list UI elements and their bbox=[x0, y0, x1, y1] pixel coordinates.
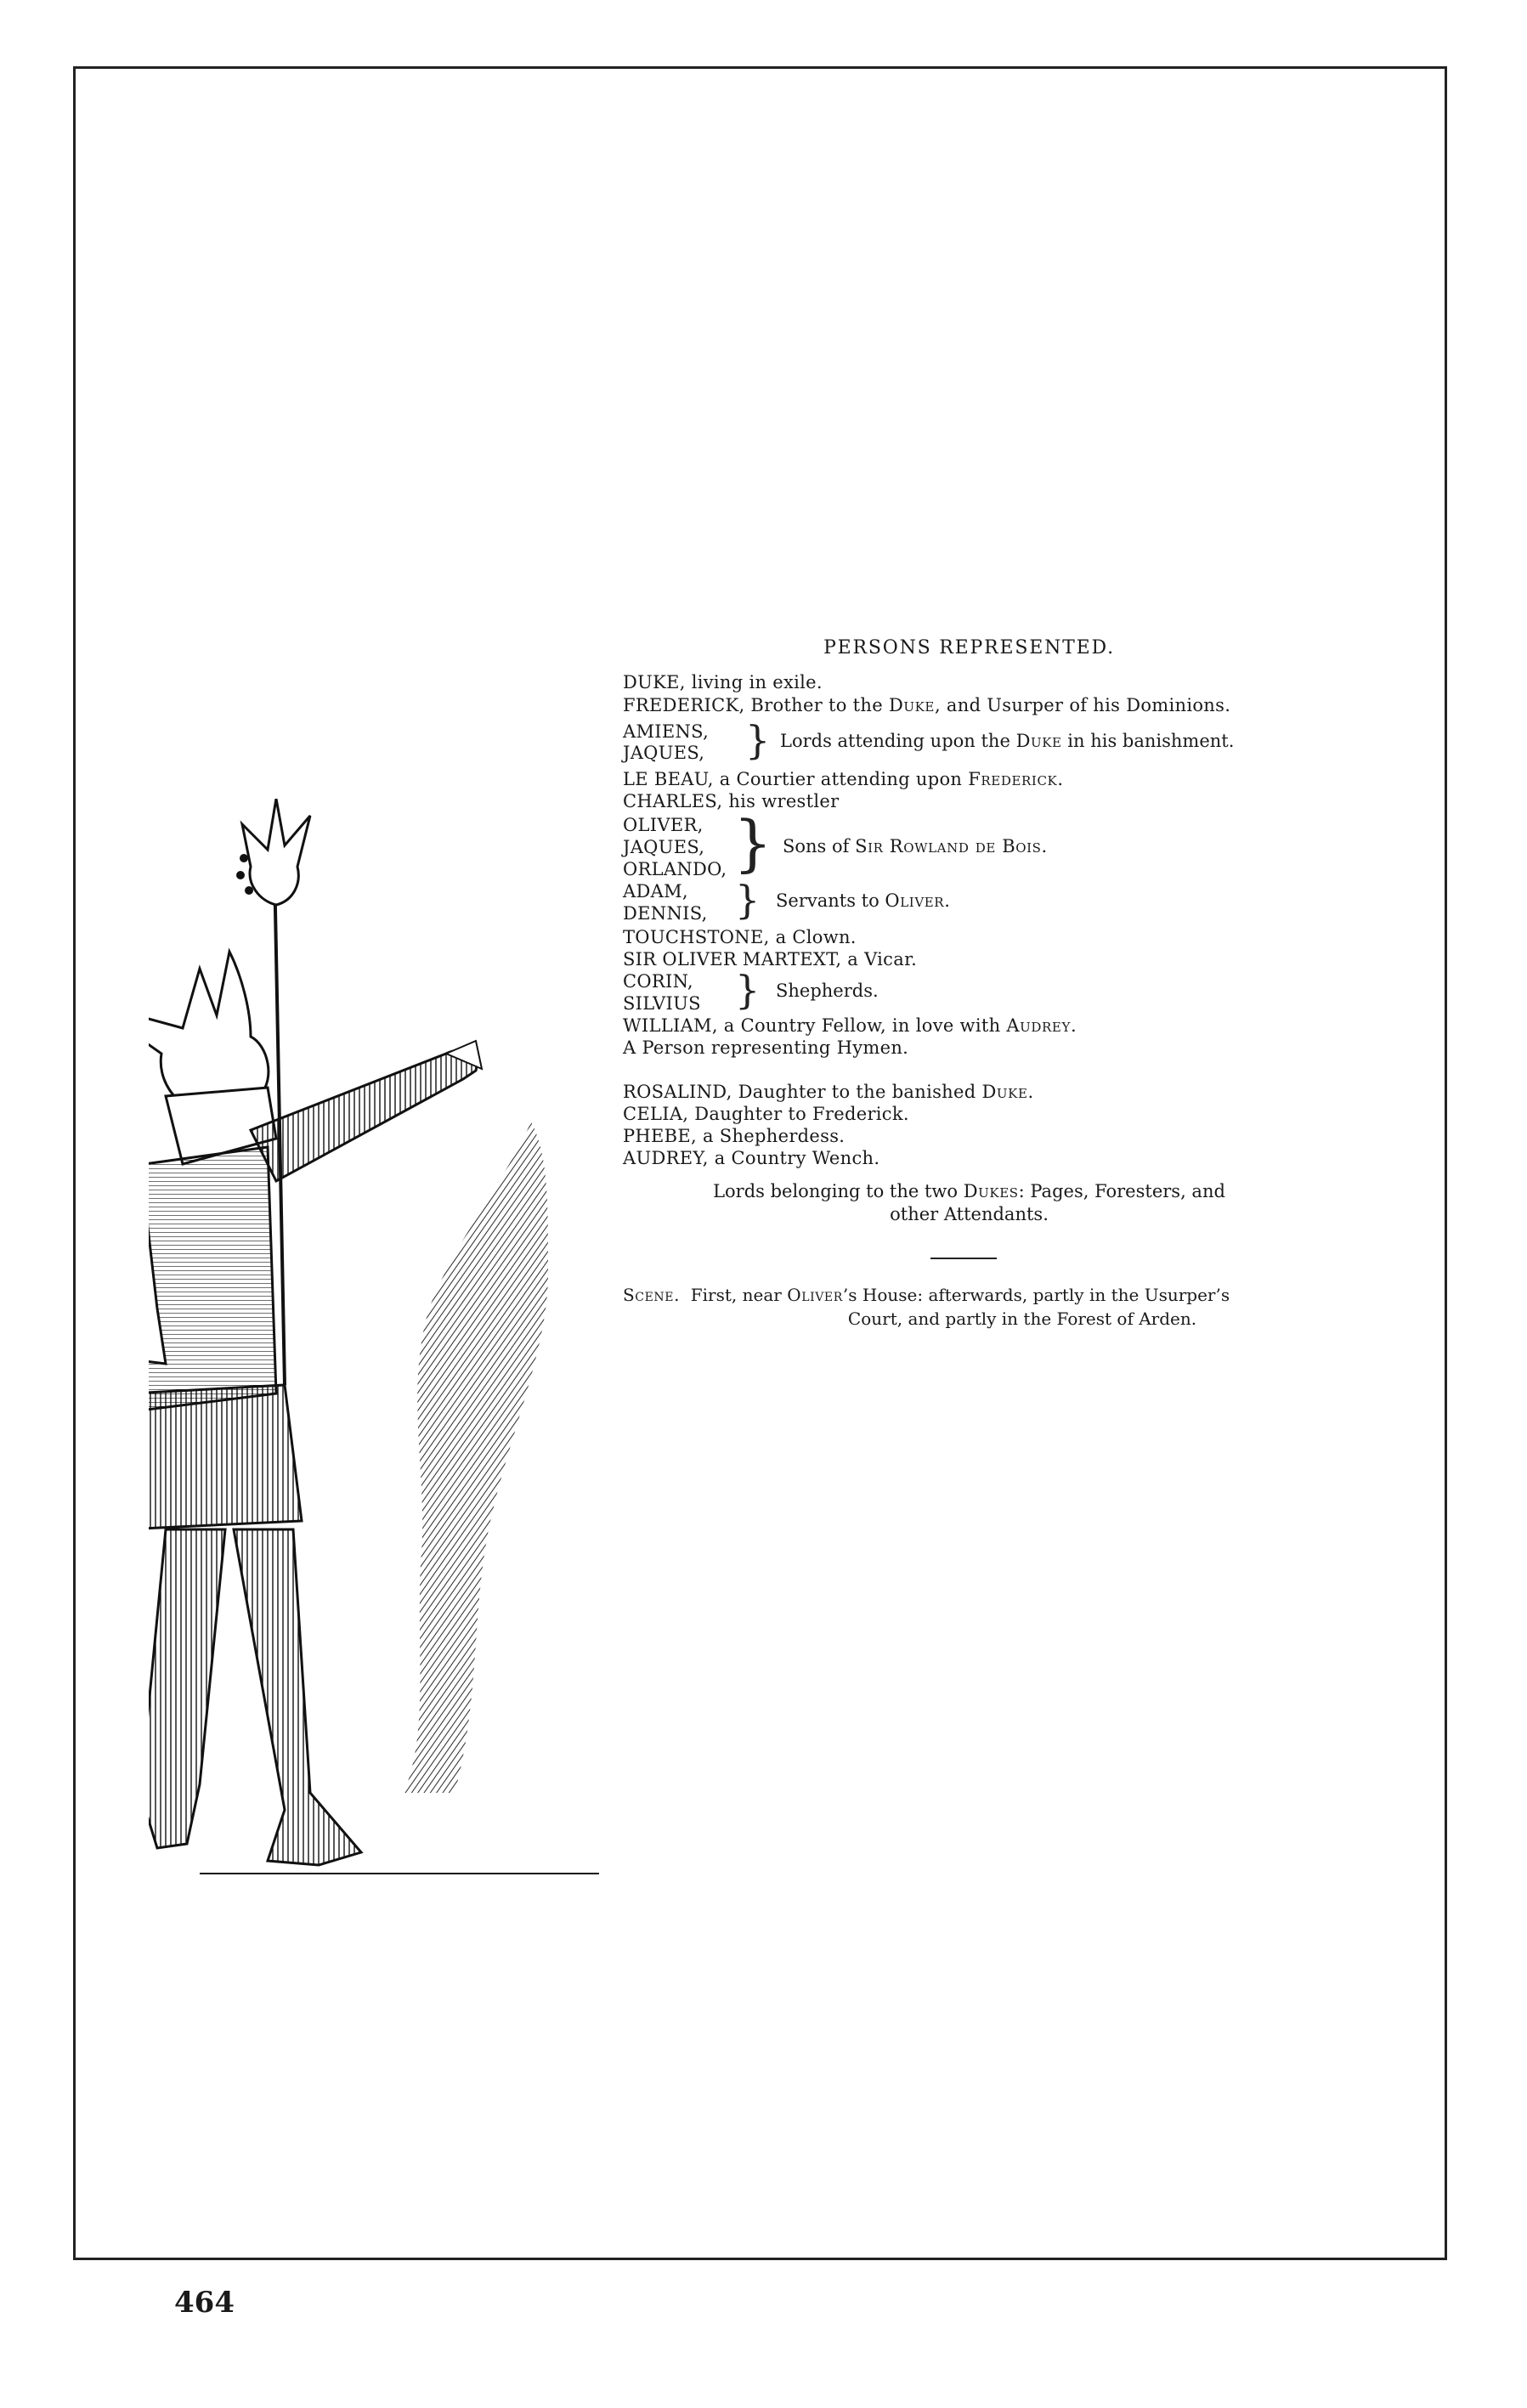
brace-shepherds: } bbox=[735, 967, 761, 1013]
person-sir-oliver-martext: SIR OLIVER MARTEXT, a Vicar. bbox=[623, 949, 918, 969]
person-le-beau: LE BEAU, a Courtier attending upon Frederick. bbox=[623, 769, 1064, 789]
person-hymen: A Person representing Hymen. bbox=[623, 1037, 909, 1058]
brace-servants: } bbox=[735, 877, 761, 923]
group-servants-name-2: DENNIS, bbox=[623, 903, 708, 924]
person-charles: CHARLES, his wrestler bbox=[623, 791, 840, 811]
person-duke: DUKE, living in exile. bbox=[623, 672, 823, 692]
group-shepherds-desc: Shepherds. bbox=[776, 981, 879, 1001]
group-sons-desc: Sons of Sir Rowland de Bois. bbox=[783, 836, 1048, 856]
heading: PERSONS REPRESENTED. bbox=[823, 637, 1115, 659]
person-celia: CELIA, Daughter to Frederick. bbox=[623, 1104, 909, 1124]
attendants-line-1: Lords belonging to the two Dukes: Pages, Foresters, and bbox=[713, 1181, 1225, 1201]
group-sons-name-1: OLIVER, bbox=[623, 815, 704, 835]
jester-illustration bbox=[149, 799, 599, 1903]
page-number: 464 bbox=[174, 2286, 235, 2320]
brace-sons: } bbox=[733, 807, 772, 879]
scene-line-1: Scene. First, near Oliver’s House: afterwards, partly in the Usurper’s bbox=[623, 1285, 1230, 1305]
group-shepherds-name-1: CORIN, bbox=[623, 971, 693, 992]
group-shepherds-name-2: SILVIUS bbox=[623, 993, 701, 1014]
person-frederick: FREDERICK, Brother to the Duke, and Usurper of his Dominions. bbox=[623, 695, 1231, 715]
group-servants-desc: Servants to Oliver. bbox=[776, 890, 950, 911]
person-rosalind: ROSALIND, Daughter to the banished Duke. bbox=[623, 1082, 1034, 1102]
group-lords-name-2: JAQUES, bbox=[623, 743, 705, 763]
person-phebe: PHEBE, a Shepherdess. bbox=[623, 1126, 846, 1146]
group-lords-name-1: AMIENS, bbox=[623, 721, 710, 742]
brace-lords: } bbox=[745, 717, 771, 763]
scene-line-2: Court, and partly in the Forest of Arden. bbox=[847, 1309, 1197, 1329]
attendants-line-2: other Attendants. bbox=[890, 1204, 1049, 1224]
group-sons-name-2: JAQUES, bbox=[623, 837, 705, 857]
person-william: WILLIAM, a Country Fellow, in love with Audrey. bbox=[623, 1015, 1077, 1036]
person-touchstone: TOUCHSTONE, a Clown. bbox=[623, 927, 857, 947]
group-lords-desc: Lords attending upon the Duke in his banishment. bbox=[780, 731, 1235, 751]
group-sons-name-3: ORLANDO, bbox=[623, 859, 727, 879]
section-rule bbox=[930, 1258, 997, 1259]
group-servants-name-1: ADAM, bbox=[623, 881, 688, 902]
person-audrey: AUDREY, a Country Wench. bbox=[623, 1148, 880, 1168]
scene-description bbox=[623, 1283, 1328, 1331]
